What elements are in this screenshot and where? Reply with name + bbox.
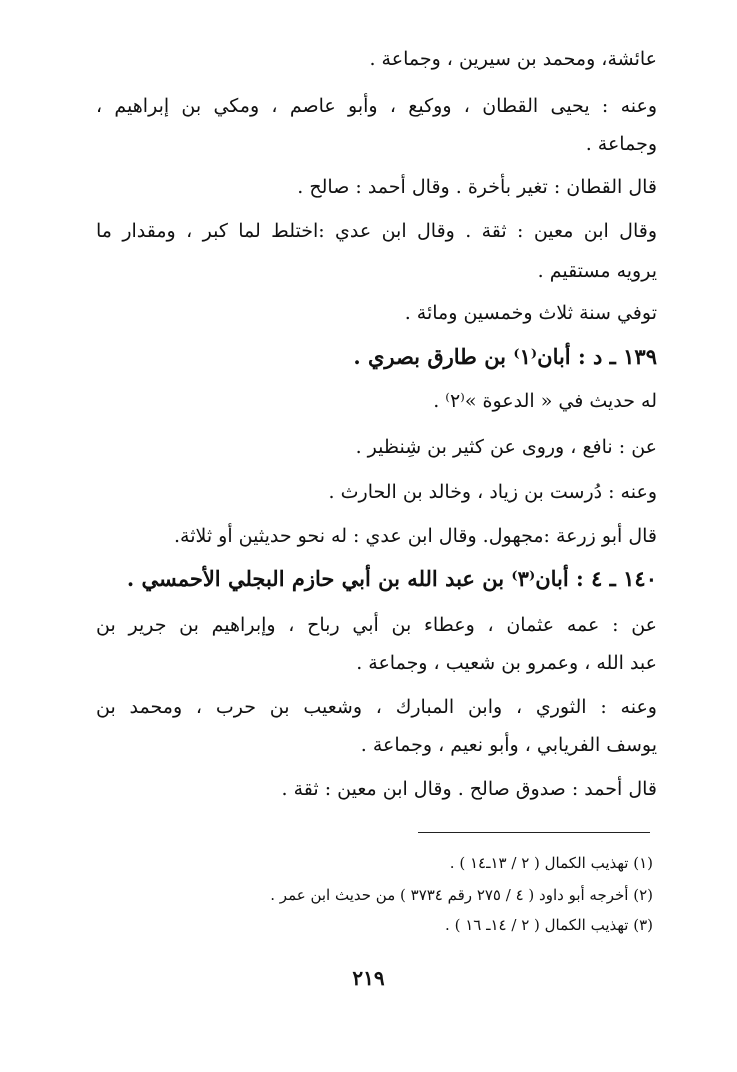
footnote: (٣) تهذيب الكمال ( ٢ / ١٤ـ ١٦ ) . (445, 916, 653, 934)
text-line: قال القطان : تغير بأخرة . وقال أحمد : صالح . (297, 176, 657, 198)
page-number: ٢١٩ (352, 966, 385, 990)
footnote: (١) تهذيب الكمال ( ٢ / ١٣ـ١٤ ) . (449, 854, 653, 872)
text-line: وعنه : يحيى القطان ، ووكيع ، وأبو عاصم ، ومكي بن إبراهيم ، (96, 95, 657, 117)
footnote: (٢) أخرجه أبو داود ( ٤ / ٢٧٥ رقم ٣٧٣٤ ) من حديث ابن عمر . (270, 886, 653, 904)
footnote-divider (418, 832, 650, 833)
text-line: توفي سنة ثلاث وخمسين ومائة . (404, 302, 657, 324)
text-line: يرويه مستقيم . (537, 260, 657, 282)
text-line: قال أبو زرعة :مجهول. وقال ابن عدي : له نحو حديثين أو ثلاثة. (173, 525, 657, 547)
text-line: عن : نافع ، وروى عن كثير بن شِنظير . (355, 436, 657, 458)
text-line: عن : عمه عثمان ، وعطاء بن أبي رباح ، وإبراهيم بن جرير بن (96, 614, 657, 636)
entry-heading-140: ١٤٠ ـ ٤ : أبان⁽٣⁾ بن عبد الله بن أبي حازم البجلي الأحمسي . (126, 566, 657, 591)
text-line: له حديث في « الدعوة »⁽٢⁾ . (433, 390, 657, 412)
text-line: وقال ابن معين : ثقة . وقال ابن عدي :اختلط لما كبر ، ومقدار ما (96, 220, 657, 242)
text-line: وعنه : دُرست بن زياد ، وخالد بن الحارث . (328, 481, 657, 503)
text-line: وعنه : الثوري ، وابن المبارك ، وشعيب بن حرب ، ومحمد بن (96, 696, 657, 718)
text-line: عبد الله ، وعمرو بن شعيب ، وجماعة . (356, 652, 657, 674)
text-line: عائشة، ومحمد بن سيرين ، وجماعة . (369, 48, 657, 70)
entry-heading-139: ١٣٩ ـ د : أبان⁽١⁾ بن طارق بصري . (353, 344, 657, 369)
text-line: يوسف الفريابي ، وأبو نعيم ، وجماعة . (360, 734, 657, 756)
text-line: قال أحمد : صدوق صالح . وقال ابن معين : ثقة . (281, 778, 657, 800)
text-line: وجماعة . (585, 133, 657, 155)
